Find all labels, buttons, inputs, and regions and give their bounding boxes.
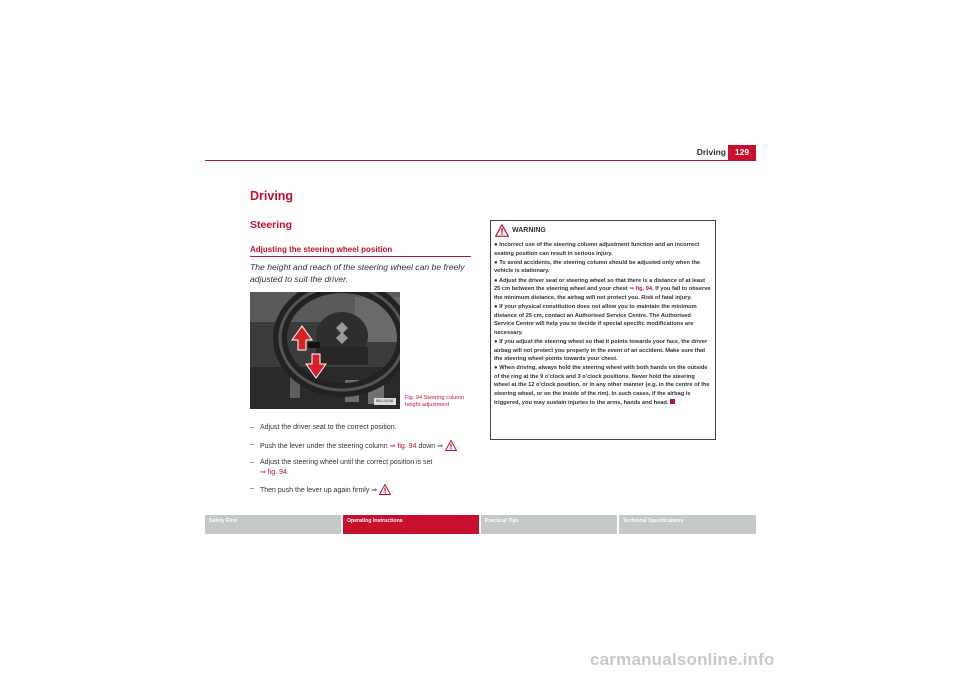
header-title: Driving <box>696 147 726 157</box>
warning-item: ● If your physical constitution does not allow you to maintain the minimum distance of 25 cm, contact an Authorised Service Centre. The Authorised Service Centre will help you to decide if special specific modifications are necessary. <box>494 303 697 336</box>
steering-figure <box>250 292 400 409</box>
steering-illustration <box>250 292 400 409</box>
warning-item: ● If you adjust the steering wheel so that it points towards your face, the driver airbag will not protect you properly in the event of an accident. Make sure that the steering wheel points towards your chest. <box>494 338 708 363</box>
step-item: – Adjust the steering wheel until the correct position is set ⇒ fig. 94. <box>250 459 433 476</box>
warning-box <box>490 220 716 440</box>
header-rule <box>205 160 756 161</box>
section-heading: Adjusting the steering wheel position <box>250 245 393 254</box>
end-mark-icon <box>670 399 675 404</box>
warning-item: ● Adjust the driver seat or steering wheel so that there is a distance of at least 25 cm between the steering wheel and your chest ⇒ fig. 94. If you fail to observe the minimum distance, the airbag will not protect you. Risk of fatal injury. <box>494 277 711 301</box>
step-item: – Then push the lever up again firmly ⇒ . <box>250 485 394 494</box>
instruction-steps <box>250 423 485 503</box>
warning-body <box>494 241 712 408</box>
warning-header <box>491 221 715 243</box>
watermark: carmanualsonline.info <box>590 650 775 669</box>
tab-operating-instructions[interactable]: Operating Instructions <box>343 515 479 534</box>
tab-safety-first[interactable]: Safety First <box>205 515 341 534</box>
intro-text: The height and reach of the steering wheel can be freely adjusted to suit the driver. <box>250 262 465 284</box>
step-item: – Push the lever under the steering column ⇒ fig. 94 down ⇒ . <box>250 440 459 450</box>
fig-ref-link[interactable]: ⇒ fig. 94 <box>260 468 287 476</box>
warning-triangle-icon <box>495 224 509 237</box>
fig-ref-link[interactable]: ⇒ fig. 94 <box>629 286 653 293</box>
sub-heading: Steering <box>250 219 293 231</box>
warning-item: ● When driving, always hold the steering wheel with both hands on the outside of the ring at the 9 o'clock and 3 o'clock positions. Never hold the steering wheel at the 12 o'clock position, or in any other manner (e.g. in the centre of the steering wheel, or on the inside of the rim). In such cases, if the airbag is triggered, you may sustain injuries to the arms, hands and head. <box>494 365 710 406</box>
page-number: 129 <box>728 145 756 160</box>
fig-ref-link[interactable]: ⇒ fig. 94 <box>389 442 417 450</box>
section-rule <box>250 256 471 257</box>
main-heading: Driving <box>250 189 294 203</box>
figure-caption: Fig. 94 Steering column height adjustment <box>405 395 465 408</box>
tab-practical-tips[interactable]: Practical Tips <box>481 515 617 534</box>
warning-icon[interactable] <box>445 440 457 451</box>
tab-technical-specifications[interactable]: Technical Specifications <box>619 515 756 534</box>
step-item: – Adjust the driver seat to the correct position. <box>250 424 397 431</box>
warning-icon[interactable] <box>379 484 391 495</box>
figure-code: B6J-0038 <box>376 398 394 403</box>
warning-item: ● To avoid accidents, the steering column should be adjusted only when the vehicle is stationary. <box>494 259 701 275</box>
warning-title: WARNING <box>512 227 546 234</box>
warning-item: ● Incorrect use of the steering column adjustment function and an incorrect seating position can result in serious injury. <box>494 242 700 257</box>
